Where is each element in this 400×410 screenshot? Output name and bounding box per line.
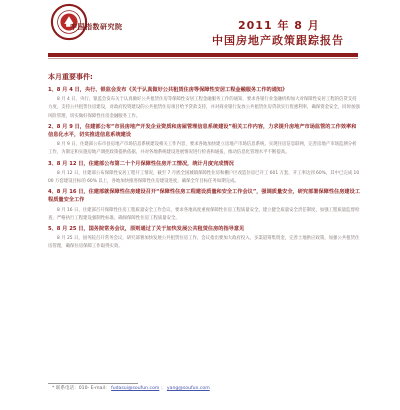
event-heading-5: 5、8 月 25 日，国务院常务会议，原则通过了关于加快发展公共租赁住房的指导意见 (48, 226, 245, 233)
document-body (48, 72, 360, 380)
footnote-email-label: E-mail： (90, 386, 110, 391)
report-title: 中国房地产政策跟踪报告 (212, 34, 344, 47)
event-text-1: 8 月 4 日，央行、银监会发布关于认真做好公共租赁住房等保障性安居工程金融服务工作的通知，要求各银行业金融机构加大对保障性安居工程的信贷支持力度，支持公共租赁住房建设，对政府投资建设的公共租赁住房项目给予贷款支持，并对商业银行发放公共租赁住房贷款实行优惠利率，确保资金安全，同时加强风险管理，切实做好保障性住房金融服务工作。 (48, 97, 360, 119)
footnote-rule (48, 383, 138, 384)
event-heading-4: 4、8 月 16 日，住建部就保障性住房建设召开“保障性住房工程建设质量和安全工作会议”，强调质量安全，研究部署保障性住房建设工程质量安全工作 (48, 189, 360, 204)
report-date: 2011 年 8 月 (238, 19, 320, 32)
header-rule (48, 53, 358, 57)
org-name: 中国指数研究院 (70, 23, 123, 31)
section-title: 本月重要事件: (48, 73, 93, 81)
footnote (52, 385, 210, 391)
event-text-4: 8 月 16 日，住建部召开保障性住房工程质量安全工作会议，要求各地高度重视保障性住房工程质量安全，建立健全质量安全责任制度，加强工程质量监督检查，严格执行工程建设强制性标准，确保保障性住房工程质量安全。 (48, 207, 360, 221)
event-heading-1: 1、8 月 4 日，央行、银监会发布《关于认真做好公共租赁住房等保障性安居工程金融服务工作的通知》 (48, 87, 288, 93)
footnote-phone: * 联系电话：010- (52, 386, 90, 391)
email-link-1[interactable]: fudasui@soufun.com (111, 386, 160, 391)
event-text-2: 8 月 9 日，住建部公布市县房地产市场信息系统建设相关工作内容，要求各地加快建立房地产市场信息系统，实现住房信息联网，完善房地产市场监测分析工作，为制定和实施房地产调控政策提供依据，并对各地系统建设进展情况进行检查和通报，推动信息化管理水平不断提高。 (48, 142, 357, 156)
event-heading-3: 3、8 月 12 日，住建部公布第二十个月保障性住房开工情况，统计月度完成情况 (48, 160, 234, 167)
event-text-3: 8 月 12 日，住建部公布保障性安居工程开工情况，截至 7 月底全国城镇保障性住房和棚户区改造住房已开工 601 万套，开工率达到 60%，其中已完成 1000 万套建设目标的 60% 以上，各地加快推进保障性住房建设进度，确保全年目标任务如期完成。 (48, 170, 360, 185)
email-link-2[interactable]: yang@soufun.com (166, 386, 210, 391)
event-text-5: 8 月 25 日，国务院召开常务会议，研究部署加快发展公共租赁住房工作，会议指出要加大政府投入，多渠道筹集资金，完善土地供应政策，加强公共租赁住房管理，确保住房保障工作取得实效。 (48, 236, 360, 250)
header-rule-thin (48, 58, 358, 59)
footnote-sep: ； (160, 386, 166, 391)
report-header (0, 0, 400, 62)
event-heading-2: 2、8 月 9 日，住建部公布“市县房地产开发企业资质和房屋管理信息系统建设”相关工作内容，力求提升房地产市场监管的工作效率和信息化水平，切实推进信息系统建设 (48, 123, 357, 139)
